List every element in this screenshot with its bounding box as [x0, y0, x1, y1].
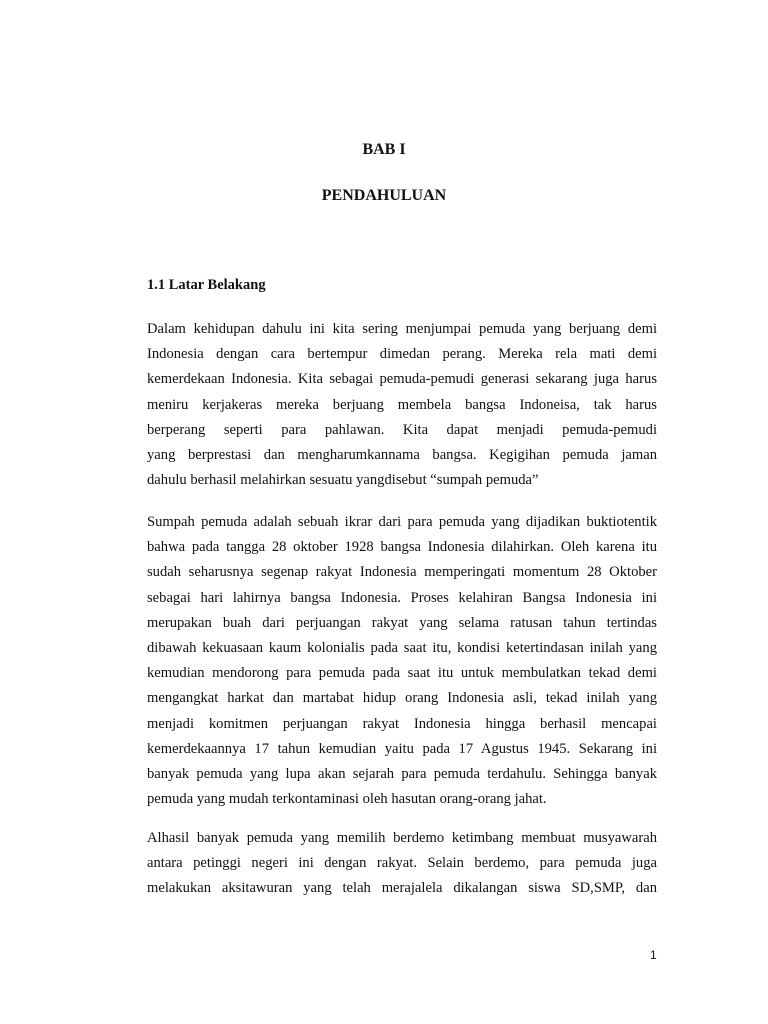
text-line: dahulu berhasil melahirkan sesuatu yangdisebut “sumpah pemuda” — [147, 472, 539, 489]
chapter-title: PENDAHULUAN — [321, 187, 447, 204]
text-line: kemerdekaannya 17 tahun kemudian yaitu pada 17 Agustus 1945. Sekarang ini — [147, 740, 657, 757]
text-line: sebagai hari lahirnya bangsa Indonesia. Proses kelahiran Bangsa Indonesia ini — [147, 589, 657, 606]
text-line: banyak pemuda yang lupa akan sejarah para pemuda terdahulu. Sehingga banyak — [147, 765, 657, 782]
text-line: sudah seharusnya segenap rakyat Indonesia memperingati momentum 28 Oktober — [147, 564, 657, 581]
text-line: melakukan aksitawuran yang telah merajalela dikalangan siswa SD,SMP, dan — [147, 880, 657, 897]
text-line: mengangkat harkat dan martabat hidup orang Indonesia asli, tekad inilah yang — [147, 690, 657, 707]
text-line: antara petinggi negeri ini dengan rakyat. Selain berdemo, para pemuda juga — [147, 855, 657, 872]
text-line: kemerdekaan Indonesia. Kita sebagai pemuda-pemudi generasi sekarang juga harus — [147, 371, 657, 388]
section-heading: 1.1 Latar Belakang — [147, 277, 266, 293]
paragraph-2 — [147, 510, 657, 812]
text-line: meniru kerjakeras mereka berjuang membela bangsa Indoneisa, tak harus — [147, 396, 657, 413]
text-line: merupakan buah dari perjuangan rakyat yang selama ratusan tahun tertindas — [147, 614, 657, 631]
text-line: dibawah kekuasaan kaum kolonialis pada saat itu, kondisi ketertindasan inilah yang — [147, 639, 657, 656]
text-line: menjadi komitmen perjuangan rakyat Indonesia hingga berhasil mencapai — [147, 715, 657, 732]
chapter-number: BAB I — [362, 141, 406, 158]
paragraph-1 — [147, 317, 657, 493]
text-line: kemudian mendorong para pemuda pada saat itu untuk membulatkan tekad demi — [147, 665, 657, 682]
text-line: pemuda yang mudah terkontaminasi oleh hasutan orang-orang jahat. — [147, 791, 547, 808]
text-line: Sumpah pemuda adalah sebuah ikrar dari para pemuda yang dijadikan buktiotentik — [147, 514, 657, 530]
text-line: berperang seperti para pahlawan. Kita dapat menjadi pemuda-pemudi — [147, 421, 657, 438]
text-line: bahwa pada tangga 28 oktober 1928 bangsa Indonesia dilahirkan. Oleh karena itu — [147, 539, 657, 556]
text-line: Alhasil banyak pemuda yang memilih berdemo ketimbang membuat musyawarah — [147, 830, 657, 846]
text-line: yang berprestasi dan mengharumkannama bangsa. Kegigihan pemuda jaman — [147, 446, 657, 463]
text-line: Dalam kehidupan dahulu ini kita sering menjumpai pemuda yang berjuang demi — [147, 321, 657, 337]
page-number: 1 — [650, 948, 657, 962]
text-line: Indonesia dengan cara bertempur dimedan perang. Mereka rela mati demi — [147, 346, 657, 363]
paragraph-3 — [147, 826, 657, 902]
